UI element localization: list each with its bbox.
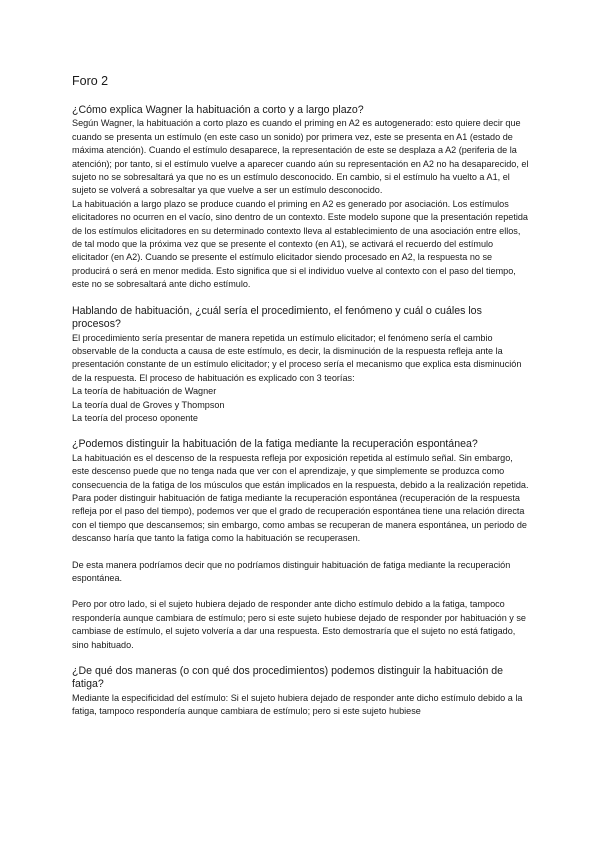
- question-4: ¿De qué dos maneras (o con qué dos procedimientos) podemos distinguir la habituación de fatiga?: [72, 665, 504, 691]
- answer-2-paragraph-1: El procedimiento sería presentar de manera repetida un estímulo elicitador; el fenómeno sería el cambio observable de la conducta a causa de este estímulo, es decir, la disminución de la respuesta refleja ante la presentación constante de un estímulo elicitador; y el proceso sería el mecanismo que explica esta disminución de la respuesta. El proceso de habituación es explicado con 3 teorías:: [72, 332, 522, 383]
- answer-3-paragraph-2: De esta manera podríamos decir que no podríamos distinguir habituación de fatiga mediante la recuperación espontánea.: [72, 559, 511, 583]
- answer-3-paragraph-3: Pero por otro lado, si el sujeto hubiera dejado de responder ante dicho estímulo debido a la fatiga, tampoco respondería aunque cambiara de estímulo; pero si este sujeto hubiese dejado de responder por habituación y se cambiase de estímulo, el sujeto volvería a dar una respuesta. Esto demostraría que el sujeto no está fatigado, sino habituado.: [72, 599, 526, 650]
- question-3: ¿Podemos distinguir la habituación de la fatiga mediante la recuperación espontánea?: [72, 438, 478, 451]
- answer-3-paragraph-1: La habituación es el descenso de la respuesta refleja por exposición repetida al estímulo señal. Sin embargo, este descenso puede que no tenga nada que ver con el aprendizaje, y que simplemente se produzca como consecuencia de la fatiga de los músculos que están implicados en la respuesta, debido a la realización repetida. Para poder distinguir habituación de fatiga mediante la recuperación espontánea (recuperación de la respuesta refleja por el paso del tiempo), podemos ver que el grado de recuperación espontánea tiene una relación directa con el tiempo que descansemos; sin embargo, como ambas se recuperan de manera espontánea, un periodo de descanso haría que tanto la fatiga como la habituación se recuperasen.: [72, 452, 529, 544]
- theory-item-wagner: La teoría de habituación de Wagner: [72, 386, 217, 397]
- answer-1-paragraph-2: La habituación a largo plazo se produce cuando el priming en A2 es generado por asociación. Los estímulos elicitadores no ocurren en el vacío, sino dentro de un contexto. Este modelo supone que la presentación repetida de los estímulos elicitadores en su determinado contexto lleva al establecimiento de una asociación entre ellos, de tal modo que la próxima vez que se presente el contexto (en A1), se activará el recuerdo del estímulo elicitador (en A2). Cuando se presente el estímulo elicitador siendo procesado en A2, la respuesta no se producirá o será en menor medida. Esto significa que si el individuo vuelve al contexto con el paso del tiempo, este no se sobresaltará ante dicho estímulo.: [72, 198, 528, 290]
- theory-item-groves-thompson: La teoría dual de Groves y Thompson: [72, 399, 225, 410]
- question-1: ¿Cómo explica Wagner la habituación a corto y a largo plazo?: [72, 104, 364, 116]
- document-title: Foro 2: [72, 74, 109, 88]
- answer-4-paragraph-1: Mediante la especificidad del estímulo: Si el sujeto hubiera dejado de responder ante dicho estímulo debido a la fatiga, tampoco respondería aunque cambiara de estímulo; pero si este sujeto hubiese: [72, 692, 523, 717]
- theory-item-opponent-process: La teoría del proceso oponente: [72, 412, 198, 423]
- question-2: Hablando de habituación, ¿cuál sería el procedimiento, el fenómeno y cuál o cuáles los procesos?: [72, 304, 482, 331]
- answer-1-paragraph-1: Según Wagner, la habituación a corto plazo es cuando el priming en A2 es autogenerado: esto quiere decir que cuando se presenta un estímulo (en este caso un sonido) por primera vez, este se presenta en A1 (estado de máxima atención). Cuando el estímulo desaparece, la representación de este se desplaza a A2 (periferia de la atención); por tanto, si el estímulo vuelve a aparecer cuando aún su representación en A2 no ha desaparecido, el sujeto no se sobresaltará ya que no es un estímulo desconocido. En cambio, si el estímulo ha vuelto a A1, el sujeto se volverá a sobresaltar ya que vuelve a ser un estímulo desconocido.: [72, 118, 529, 196]
